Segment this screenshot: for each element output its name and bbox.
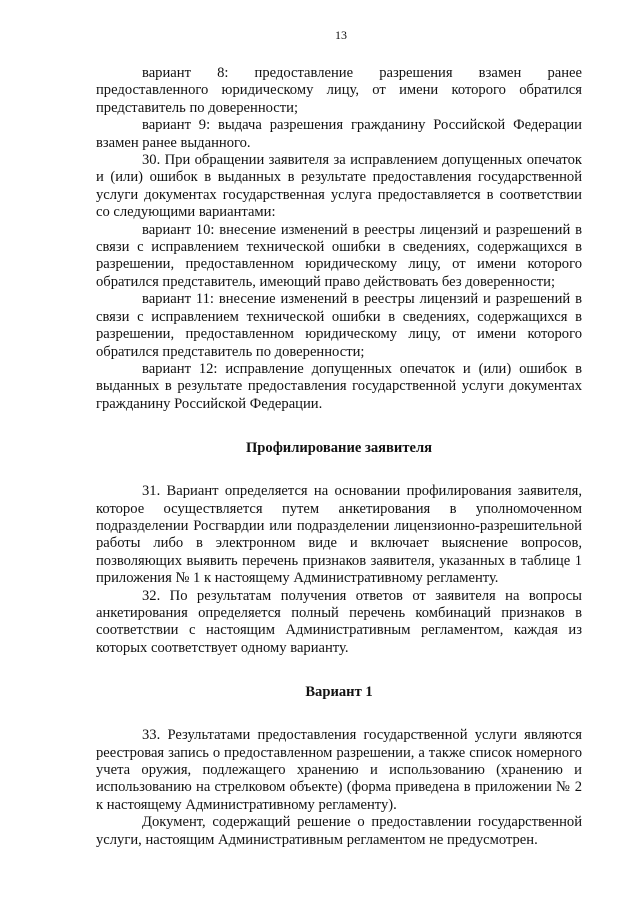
paragraph-33: 33. Результатами предоставления государственной услуги являются реестровая запись о предоставленном разрешении, а также список номерного учета оружия, подлежащего хранению и использованию (хранению и использованию на стрелковом объекте) (форма приведена в приложении № 2 к настоящему Административному регламенту). bbox=[96, 727, 582, 813]
paragraph-document-decision: Документ, содержащий решение о предоставлении государственной услуги, настоящим Административным регламентом не предусмотрен. bbox=[96, 814, 582, 848]
paragraph-31: 31. Вариант определяется на основании профилирования заявителя, которое осуществляется путем анкетирования в уполномоченном подразделении Росгвардии или подразделении лицензионно-разрешительной работы либо в электронном виде и включает выяснение вопросов, позволяющих выявить перечень признаков заявителя, указанных в таблице 1 приложения № 1 к настоящему Административному регламенту. bbox=[96, 483, 582, 587]
section-heading-variant-1: Вариант 1 bbox=[305, 684, 373, 701]
paragraph-32: 32. По результатам получения ответов от заявителя на вопросы анкетирования определяется полный перечень комбинаций признаков в соответствии с настоящим Административным регламентом, каждая из которых соответствует одному варианту. bbox=[96, 587, 582, 656]
page-number: 13 bbox=[335, 28, 347, 42]
paragraph-variant-11: вариант 11: внесение изменений в реестры лицензий и разрешений в связи с исправлением технической ошибки в сведениях, содержащихся в разрешении, предоставленном юридическому лицу, от имени которого обратился представитель по доверенности; bbox=[96, 291, 582, 360]
section-heading-profiling: Профилирование заявителя bbox=[245, 440, 433, 457]
paragraph-variant-8: вариант 8: предоставление разрешения взамен ранее предоставленного юридическому лицу, от имени которого обратился представитель по доверенности; bbox=[96, 65, 582, 116]
paragraph-variant-10: вариант 10: внесение изменений в реестры лицензий и разрешений в связи с исправлением технической ошибки в сведениях, содержащихся в разрешении, предоставленном юридическому лицу, от имени которого обратился представитель, имеющий право действовать без доверенности; bbox=[96, 221, 582, 290]
paragraph-variant-9: вариант 9: выдача разрешения гражданину Российской Федерации взамен ранее выданного. bbox=[96, 117, 582, 151]
paragraph-variant-12: вариант 12: исправление допущенных опечаток и (или) ошибок в выданных в результате предоставления государственной услуги документах гражданину Российской Федерации. bbox=[96, 360, 582, 412]
paragraph-30: 30. При обращении заявителя за исправлением допущенных опечаток и (или) ошибок в выданных в результате предоставления государственной услуги документах государственная услуга предоставляется в соответствии со следующими вариантами: bbox=[96, 152, 582, 221]
